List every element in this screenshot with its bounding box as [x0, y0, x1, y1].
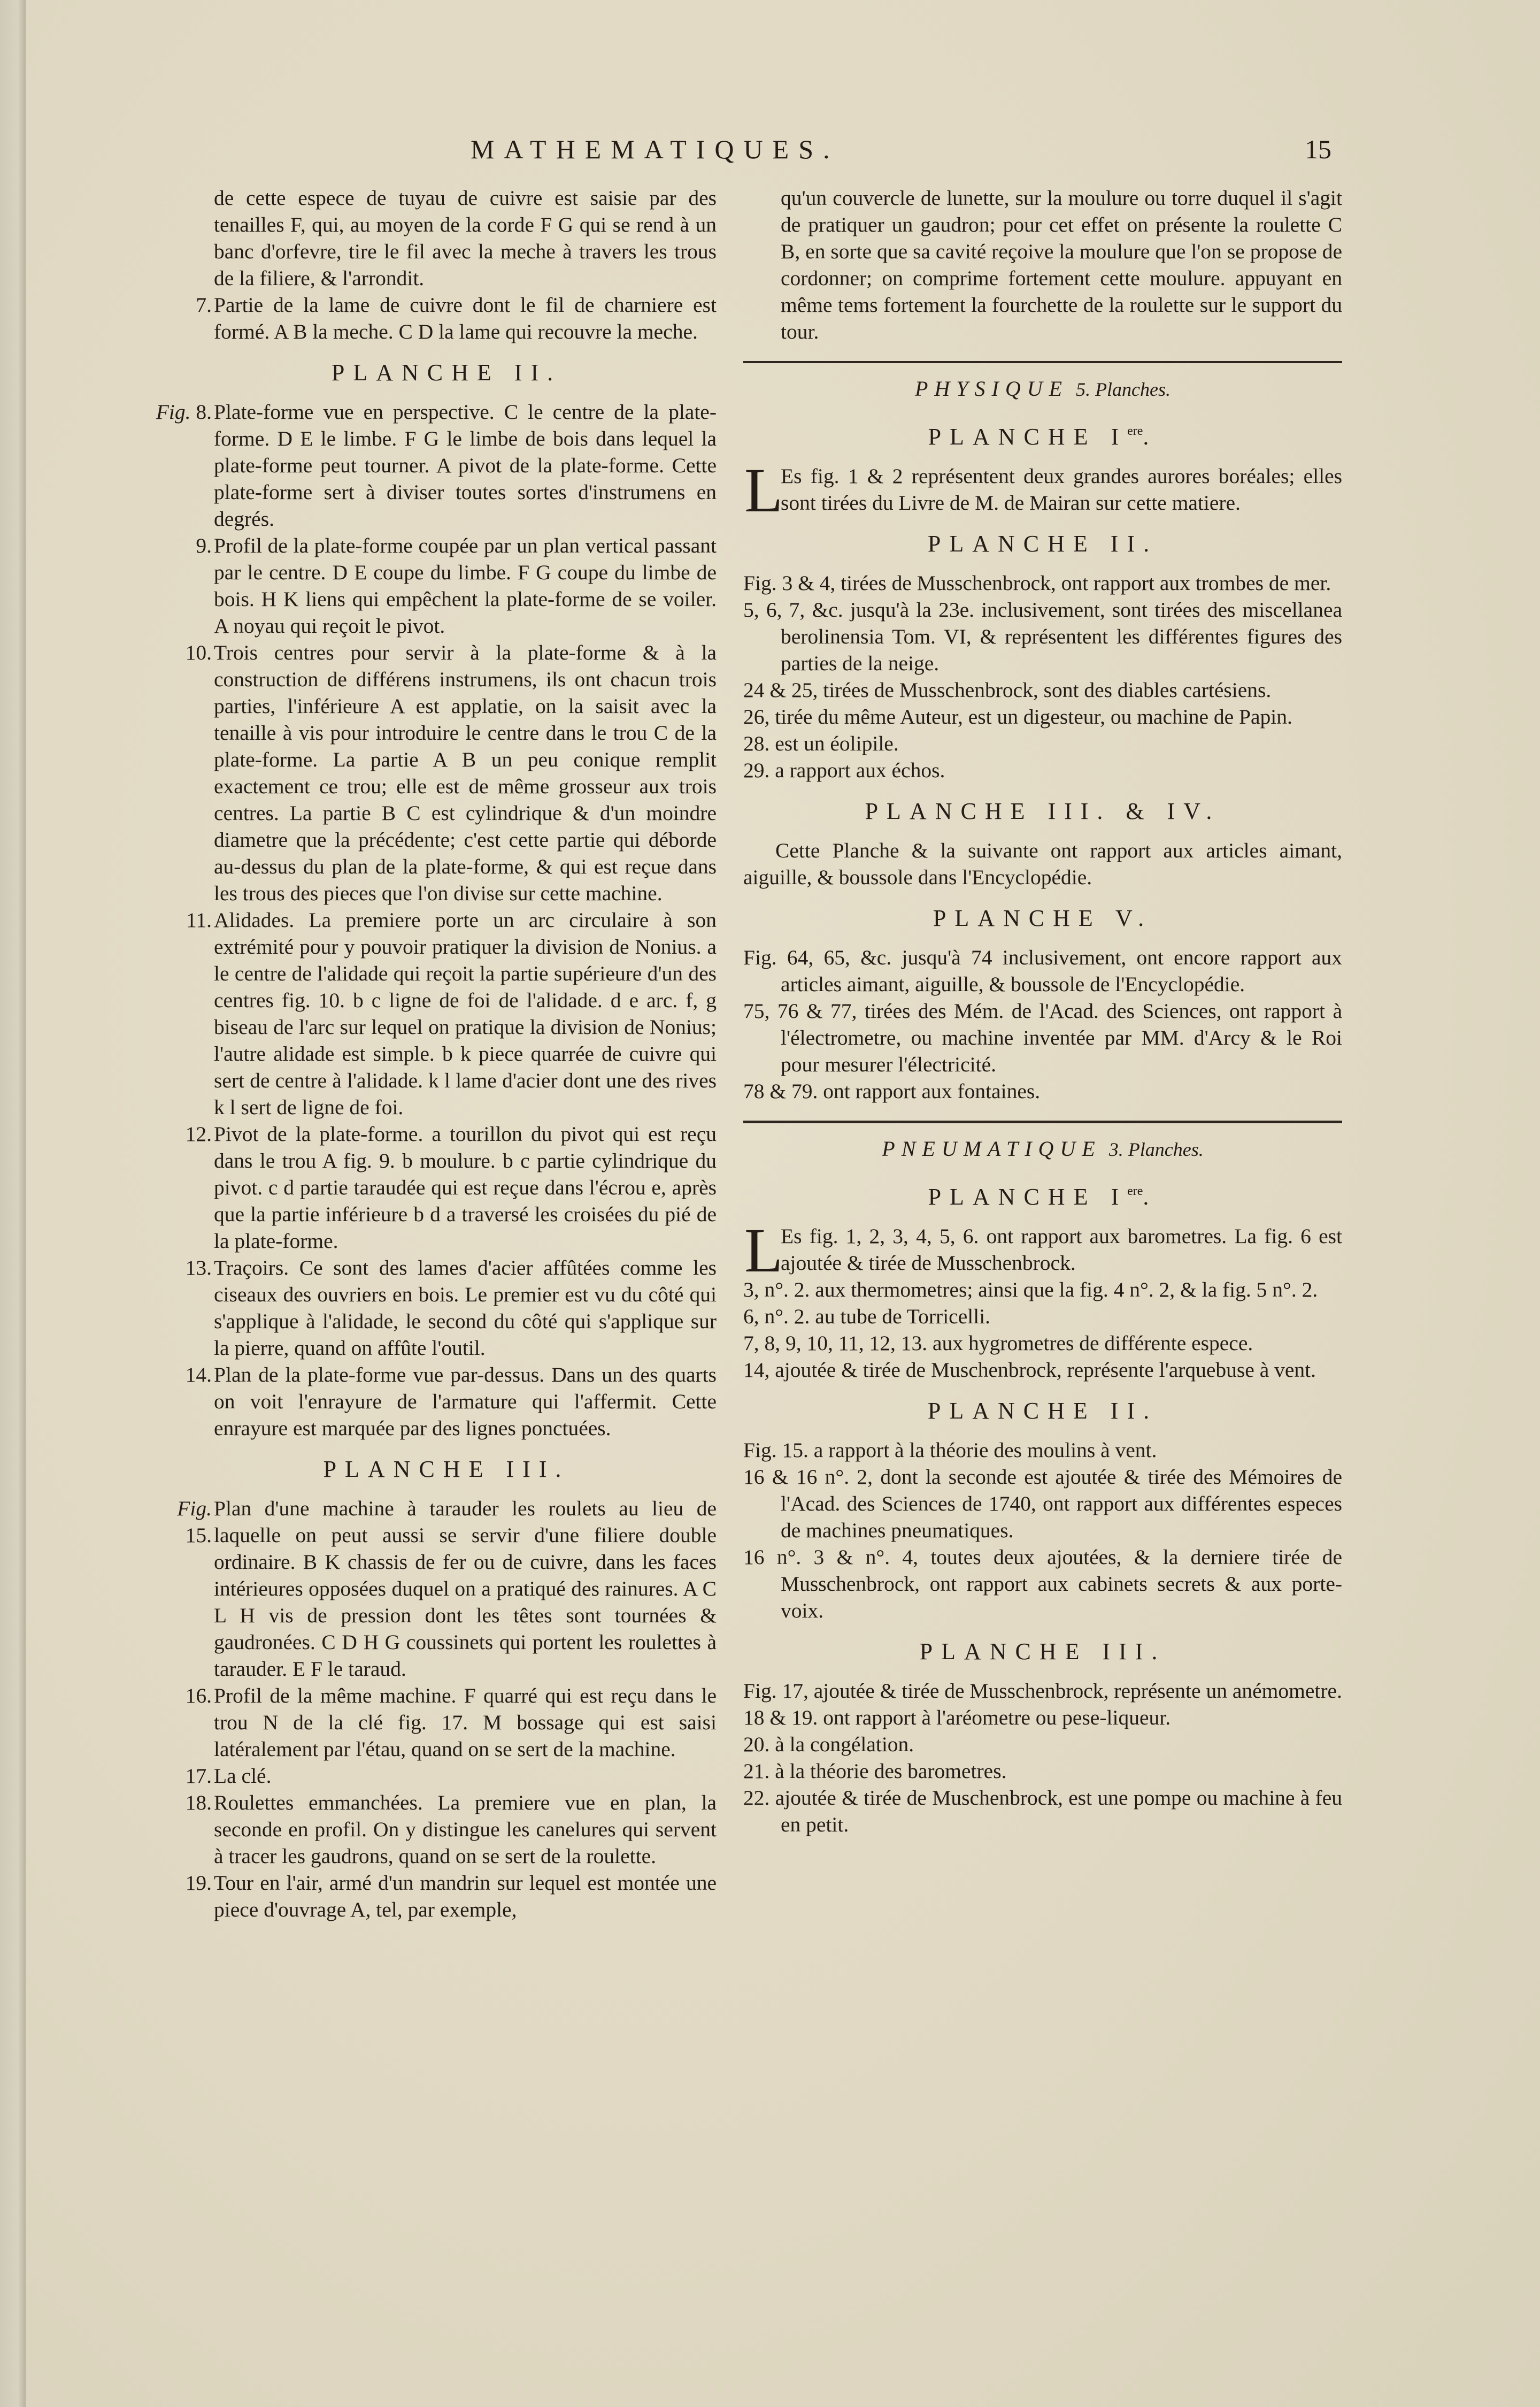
figure-number: Fig. 17, — [743, 1679, 808, 1703]
dropcap-paragraph — [743, 1215, 1342, 1285]
figure-description: ajoutée & tirée de Musschenbrock, représente un anémometre. — [813, 1679, 1342, 1703]
figure-number: 10. — [185, 641, 212, 664]
plate-label: PLANCHE I — [928, 1184, 1128, 1210]
figure-description: Plan de la plate-forme vue par-dessus. Dans un des quarts on voit l'enrayure de l'armature qui l'affermit. Cette enrayure est marquée par des lignes ponctuées. — [214, 1363, 717, 1440]
section-title: PHYSIQUE — [914, 377, 1069, 401]
paragraph-text: Es fig. 1 & 2 représentent deux grandes aurores boréales; elles sont tirées du Livre de M. de Mairan sur cette matiere. — [781, 464, 1342, 515]
figure-entry — [743, 998, 1342, 1078]
figure-number: 5, 6, 7, &c. — [743, 598, 843, 622]
figure-description: Partie de la lame de cuivre dont le fil de charniere est formé. A B la meche. C D la lame qui recouvre la meche. — [214, 293, 717, 343]
figure-number: 13. — [185, 1256, 212, 1279]
figure-number: 6, — [743, 1305, 759, 1328]
figure-number: 16 n°. 3 & n°. 4, — [743, 1545, 919, 1569]
running-head-title: MATHEMATIQUES. — [471, 134, 840, 164]
figure-description: tirées des Mém. de l'Acad. des Sciences, ont rapport à l'électrometre, ou machine inventée par MM. d'Arcy & le Roi pour mesurer l'électricité. — [781, 999, 1342, 1076]
figure-description: jusqu'à 74 inclusivement, ont encore rapport aux articles aimant, aiguille, & boussole de l'Encyclopédie. — [781, 946, 1343, 996]
entry-list — [743, 1677, 1342, 1838]
figure-number: 19. — [185, 1871, 212, 1895]
page-number: 15 — [1305, 134, 1331, 164]
figure-entry — [743, 1437, 1342, 1463]
plate-heading: PLANCHE II. — [331, 359, 562, 386]
figure-description: Plan d'une machine à tarauder les roulets au lieu de laquelle on peut aussi se servir d'une filiere double ordinaire. B K chassis de fer ou de cuivre, dans les faces intérieures opposées duquel on a pratiqué des rainures. A C L H vis de pression dont les têtes sont tournées & gaudronées. C D H G coussinets qui portent les roulettes à tarauder. E F le taraud. — [214, 1497, 717, 1681]
figure-entry — [743, 1544, 1342, 1624]
figure-number: 7. — [196, 293, 212, 317]
figure-number: Fig. 3 & 4, — [743, 571, 836, 595]
entry-list — [743, 570, 1342, 784]
drop-cap: L — [744, 1215, 783, 1285]
figure-description: a rapport à la théorie des moulins à vent. — [813, 1438, 1157, 1462]
section-heading-pneumatique — [743, 1135, 1342, 1163]
entry-list — [743, 1437, 1342, 1624]
plate-ordinal: ere — [1127, 424, 1143, 438]
figure-description: Roulettes emmanchées. La premiere vue en plan, la seconde en profil. On y distingue les canelures qui servent à tracer les gaudrons, quand on se sert de la roulette. — [214, 1791, 717, 1868]
figure-number: 17. — [185, 1764, 212, 1788]
figure-entry — [743, 1677, 1342, 1704]
figure-description: Pivot de la plate-forme. a tourillon du pivot qui est reçu dans le trou A fig. 9. b moulure. b c partie cylindrique du pivot. c d partie taraudée qui est reçue dans l'écrou e, après que la partie inférieure b d a traversé les croisées du pié de la plate-forme. — [214, 1122, 717, 1253]
figure-number: 18. — [185, 1791, 212, 1814]
figure-number: 20. — [743, 1733, 770, 1756]
plate-dot: . — [1143, 424, 1158, 450]
figure-number: 22. — [743, 1786, 770, 1810]
figure-description: ajoutée & tirée de Muschenbrock, est une pompe ou machine à feu en petit. — [775, 1786, 1343, 1836]
figure-entry — [176, 1361, 717, 1442]
figure-description: La clé. — [214, 1764, 272, 1788]
entry-list — [743, 944, 1342, 1105]
figure-entry — [176, 639, 717, 907]
section-divider — [743, 1121, 1342, 1123]
fig-label: Fig. — [156, 400, 191, 424]
drop-cap: L — [744, 455, 783, 525]
figure-entry — [743, 1356, 1342, 1383]
figure-number: 7, 8, 9, 10, 11, 12, 13. — [743, 1331, 928, 1355]
figure-entry — [743, 757, 1342, 784]
figure-description: Alidades. La premiere porte un arc circulaire à son extrémité pour y pouvoir pratiquer la division de Nonius. a le centre de l'alidade qui reçoit la partie supérieure d'un des centres fig. 10. b c ligne de foi de l'alidade. d e arc. f, g biseau de l'arc sur lequel on pratique la division de Nonius; l'autre alidade est simple. b k piece quarrée de cuivre qui sert de centre à l'alidade. k l lame d'acier dont une des rives k l sert de ligne de foi. — [214, 908, 717, 1119]
plate-heading: PLANCHE III. — [919, 1638, 1166, 1665]
continued-entry-text: qu'un couvercle de lunette, sur la moulure ou torre duquel il s'agit de pratiquer un gaudron; pour cet effet on présente la roulette C B, en sorte que sa cavité reçoive la moulure que l'on se propose de cordonner; on comprime fortement cette moulure. appuyant en même tems fortement la fourchette de la roulette sur le support du tour. — [781, 186, 1342, 343]
figure-description: Plate-forme vue en perspective. C le centre de la plate-forme. D E le limbe. F G le limbe de bois dans lequel la plate-forme peut tourner. A pivot de la plate-forme. Cette plate-forme sert à diviser toutes sortes d'instrumens en degrés. — [214, 400, 717, 531]
plate-ordinal: ere — [1127, 1184, 1143, 1198]
paragraph-text: Cette Planche & la suivante ont rapport aux articles aimant, aiguille, & boussole dans l'Encyclopédie. — [743, 839, 1342, 889]
figure-number: 21. — [743, 1759, 770, 1783]
figure-entry — [743, 1784, 1342, 1838]
dropcap-paragraph — [743, 455, 1342, 525]
figure-entry — [176, 292, 717, 345]
figure-description: toutes deux ajoutées, & la derniere tirée de Musschenbrock, ont rapport aux cabinets secrets & aux porte-voix. — [781, 1545, 1342, 1622]
figure-description: n°. 2. aux thermometres; ainsi que la fig. 4 n°. 2, & la fig. 5 n°. 2. — [764, 1278, 1318, 1301]
plate-dot: . — [1143, 1184, 1158, 1210]
figure-number: 24 & 25, — [743, 678, 818, 702]
figure-description: à la théorie des barometres. — [775, 1759, 1007, 1783]
plate-heading: PLANCHE III. — [323, 1456, 570, 1482]
right-column — [743, 185, 1342, 1838]
figure-description: ont rapport aux fontaines. — [823, 1079, 1041, 1103]
figure-entry — [176, 1121, 717, 1254]
plate-heading: PLANCHE II. — [927, 1398, 1158, 1424]
figure-entry — [743, 1330, 1342, 1356]
figure-number — [153, 1495, 212, 1549]
figure-entry — [176, 1495, 717, 1682]
figure-entry — [176, 907, 717, 1121]
figure-number: 16. — [185, 1684, 212, 1707]
figure-entry — [743, 596, 1342, 677]
figure-description: tirées de Musschenbrock, ont rapport aux trombes de mer. — [841, 571, 1331, 595]
figure-description: aux hygrometres de différente espece. — [933, 1331, 1253, 1355]
figure-entry — [176, 1762, 717, 1789]
figure-entry — [743, 1731, 1342, 1758]
figure-entry — [743, 730, 1342, 757]
figure-number — [153, 398, 212, 425]
figure-entry — [743, 1303, 1342, 1330]
figure-entry — [743, 1463, 1342, 1544]
figure-entry — [743, 677, 1342, 703]
figure-entry — [743, 570, 1342, 596]
figure-description: ont rapport à l'aréometre ou pese-liqueur. — [823, 1706, 1171, 1729]
figure-number: 28. — [743, 732, 770, 755]
figure-number: 11. — [186, 908, 212, 932]
figure-description: Profil de la même machine. F quarré qui est reçu dans le trou N de la clé fig. 17. M bossage qui est saisi latéralement par l'étau, quand on se sert de la machine. — [214, 1684, 717, 1761]
figure-entry — [176, 1869, 717, 1923]
section-divider — [743, 361, 1342, 363]
plate-heading — [743, 416, 1342, 452]
figure-number: 78 & 79. — [743, 1079, 818, 1103]
figure-description: jusqu'à la 23e. inclusivement, sont tirées des miscellanea berolinensia Tom. VI, & représentent les différentes figures des parties de la neige. — [781, 598, 1343, 675]
plate-label: PLANCHE I — [928, 424, 1128, 450]
figure-number: 12. — [185, 1122, 212, 1146]
figure-number: 18 & 19. — [743, 1706, 818, 1729]
figure-description: a rapport aux échos. — [775, 758, 945, 782]
book-binding-edge — [0, 0, 26, 2407]
figure-number: 14. — [185, 1363, 212, 1386]
figure-entry — [176, 1789, 717, 1869]
figure-entry — [743, 703, 1342, 730]
figure-number: 29. — [743, 758, 770, 782]
plate-count: 5. Planches. — [1076, 379, 1171, 400]
figure-number: 75, 76 & 77, — [743, 999, 857, 1023]
figure-number: Fig. 64, 65, &c. — [743, 946, 892, 969]
figure-entry — [156, 398, 717, 532]
figure-entry — [176, 532, 717, 639]
figure-number: 9. — [196, 534, 212, 557]
figure-description: Tour en l'air, armé d'un mandrin sur lequel est montée une piece d'ouvrage A, tel, par exemple, — [214, 1871, 717, 1921]
fig-label: Fig. — [177, 1497, 212, 1520]
entry-list — [743, 1276, 1342, 1383]
figure-description: Profil de la plate-forme coupée par un plan vertical passant par le centre. D E coupe du limbe. F G coupe du limbe de bois. H K liens qui empêchent la plate-forme de se voiler. A noyau qui reçoit le pivot. — [214, 534, 717, 638]
figure-number: 26, — [743, 705, 770, 729]
left-column — [156, 185, 717, 1923]
figure-description: Trois centres pour servir à la plate-forme & à la construction de différens instrumens, ils ont chacun trois parties, l'inférieure A est applatie, on la saisit avec la tenaille à vis pour introduire le centre dans le trou C de la plate-forme. La partie A B un peu conique remplit exactement ce trou; elle est de même grosseur aux trois centres. La partie B C est cylindrique & d'un moindre diametre que la précédente; c'est cette partie qui déborde au-dessus du plan de la plate-forme, & qui est reçue dans les trous des pieces que l'on divise sur cette machine. — [214, 641, 717, 905]
figure-entry — [743, 1758, 1342, 1784]
figure-entry — [176, 1682, 717, 1762]
plate-count: 3. Planches. — [1108, 1139, 1204, 1160]
figure-number: 16 & 16 n°. 2, — [743, 1465, 873, 1489]
figure-description: dont la seconde est ajoutée & tirée des Mémoires de l'Acad. des Sciences de 1740, ont rapport aux différentes especes de machines pneumatiques. — [781, 1465, 1343, 1542]
figure-description: n°. 2. au tube de Torricelli. — [764, 1305, 991, 1328]
figure-description: tirées de Musschenbrock, sont des diables cartésiens. — [823, 678, 1272, 702]
plate-heading: PLANCHE II. — [927, 531, 1158, 557]
section-heading-physique — [743, 375, 1342, 403]
paragraph-text: Es fig. 1, 2, 3, 4, 5, 6. ont rapport aux barometres. La fig. 6 est ajoutée & tirée de Musschenbrock. — [781, 1224, 1342, 1275]
figure-description: Traçoirs. Ce sont des lames d'acier affûtées comme les ciseaux des ouvriers en bois. Le premier est vu du côté qui s'applique à l'alidade, le second du côté qui s'applique sur la pierre, quand on affûte l'outil. — [214, 1256, 717, 1360]
figure-description: ajoutée & tirée de Muschenbrock, représente l'arquebuse à vent. — [775, 1358, 1316, 1382]
plate-heading: PLANCHE V. — [933, 905, 1153, 931]
figure-description: à la congélation. — [775, 1733, 914, 1756]
figure-number-value: 8. — [196, 400, 212, 424]
figure-entry — [743, 1704, 1342, 1731]
figure-description: est un éolipile. — [775, 732, 899, 755]
figure-number-value: 15. — [185, 1523, 212, 1547]
plate-heading — [743, 1176, 1342, 1212]
figure-description: tirée du même Auteur, est un digesteur, ou machine de Papin. — [775, 705, 1292, 729]
figure-entry — [176, 1254, 717, 1361]
figure-number: 14, — [743, 1358, 770, 1382]
figure-entry — [743, 944, 1342, 998]
section-title: PNEUMATIQUE — [882, 1137, 1102, 1161]
figure-number: Fig. 15. — [743, 1438, 808, 1462]
plate-heading: PLANCHE III. & IV. — [865, 798, 1221, 824]
figure-entry — [743, 1276, 1342, 1303]
figure-entry — [743, 1078, 1342, 1105]
continued-entry-text: de cette espece de tuyau de cuivre est saisie par des tenailles F, qui, au moyen de la corde F G qui se rend à un banc d'orfevre, tire le fil avec la meche à travers les trous de la filiere, & l'arrondit. — [214, 186, 717, 290]
figure-number: 3, — [743, 1278, 759, 1301]
